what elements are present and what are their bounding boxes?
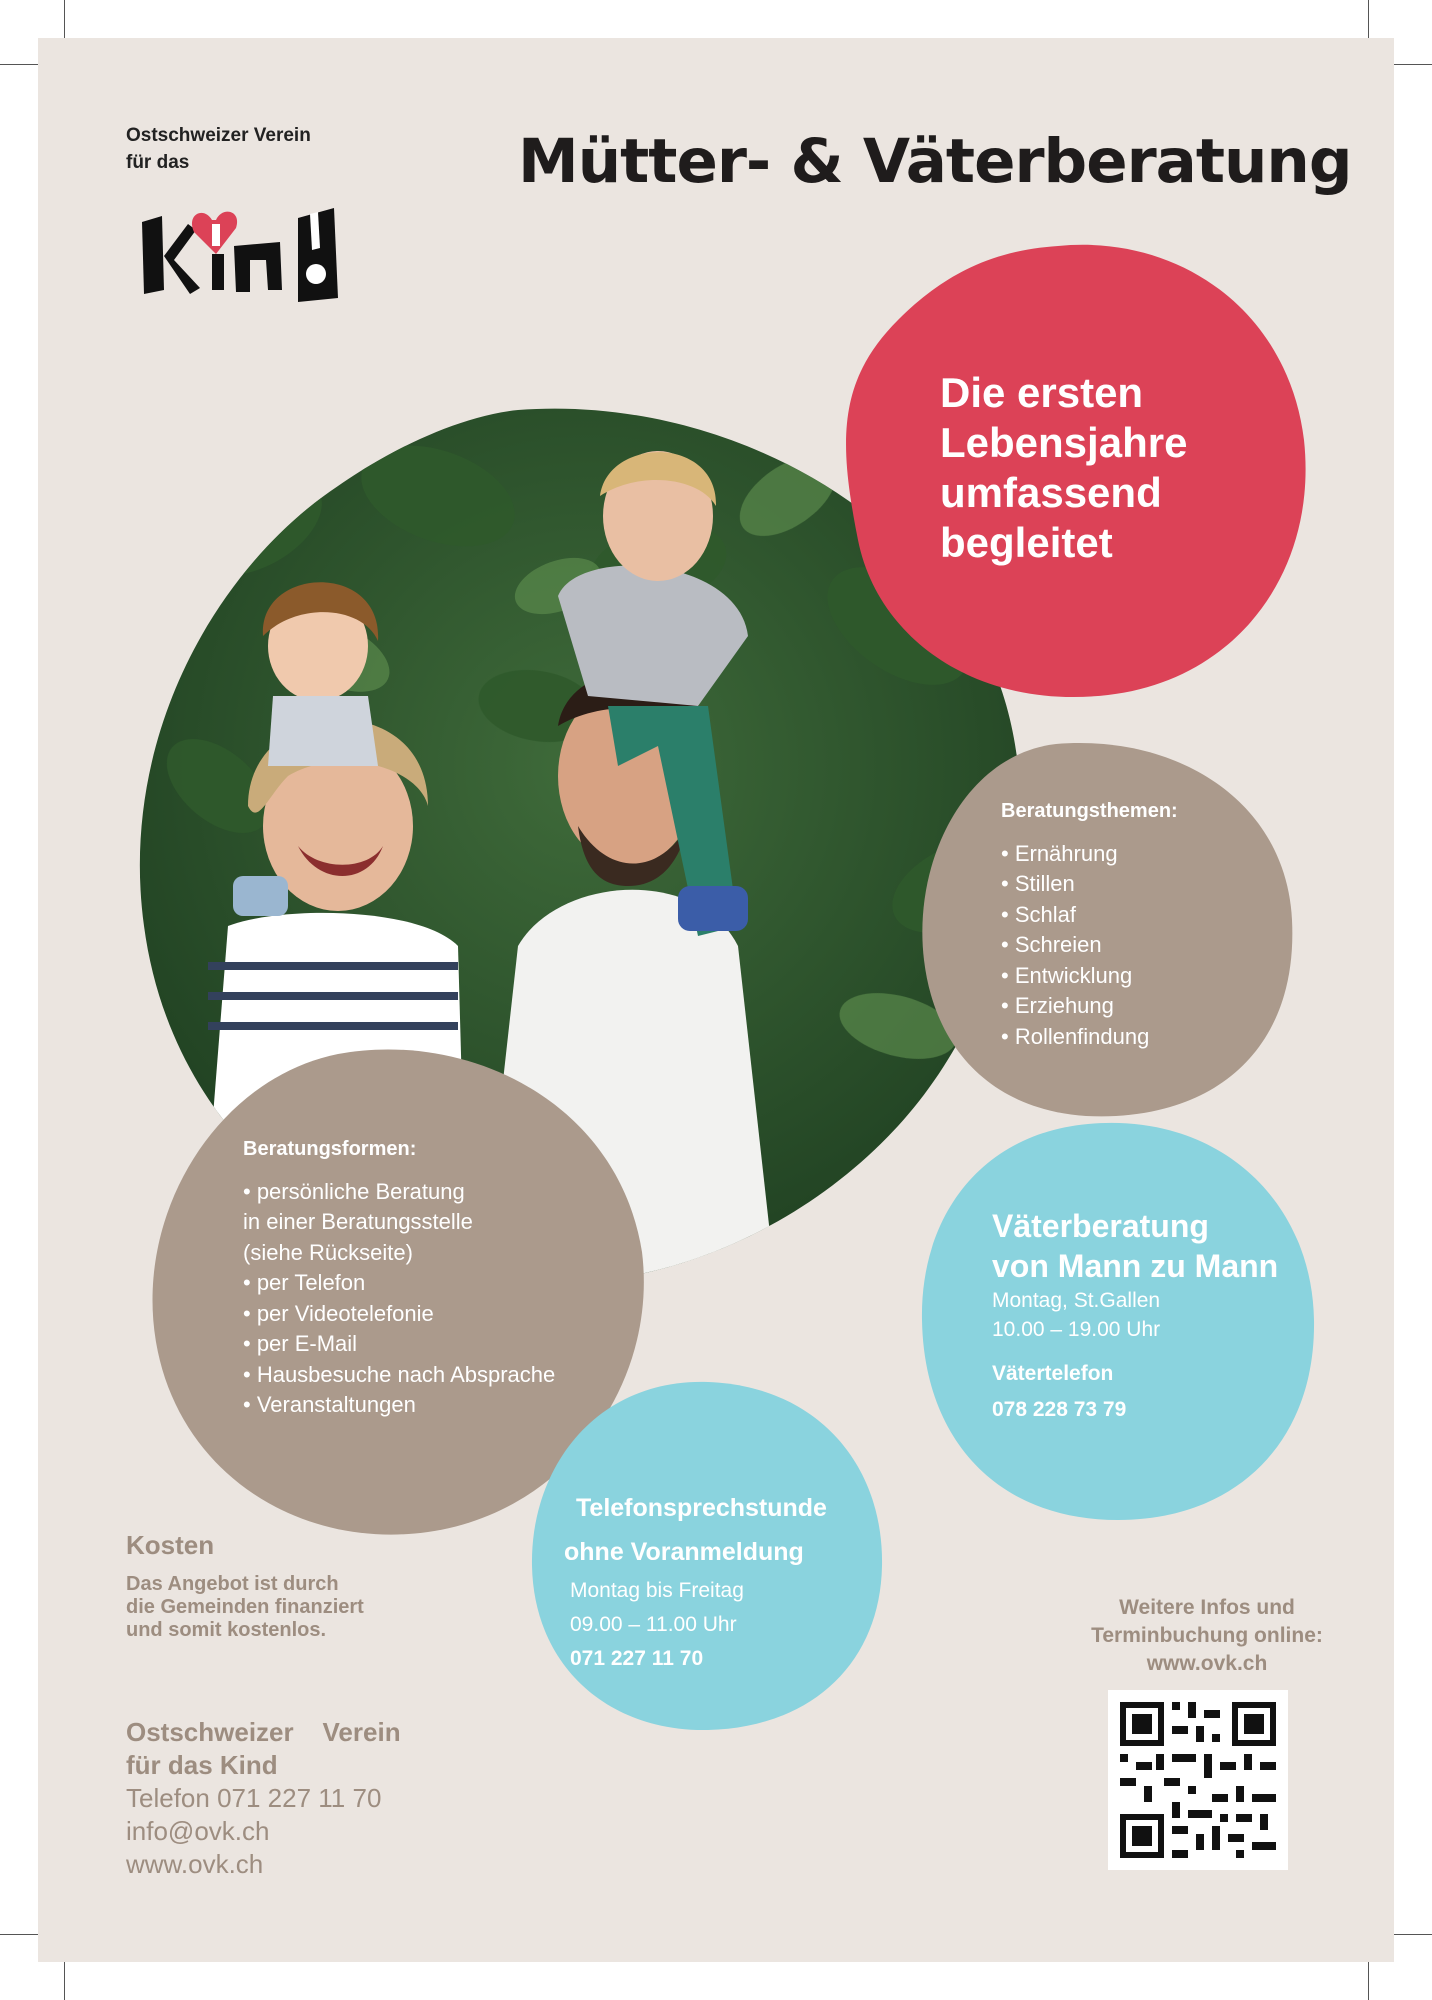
crop-mark xyxy=(64,1956,65,2000)
headline-text: Die ersten Lebensjahre umfassend begleitet xyxy=(940,369,1188,566)
page-title: Mütter- & Väterberatung xyxy=(518,126,1352,197)
info-website-link[interactable]: www.ovk.ch xyxy=(1146,1652,1268,1675)
costs-text: Das Angebot ist durch die Gemeinden finanziert und somit kostenlos. xyxy=(126,1573,364,1641)
qr-code-icon[interactable] xyxy=(1108,1690,1288,1870)
list-item: • Veranstaltungen xyxy=(243,1392,416,1417)
list-item: • per Telefon xyxy=(243,1270,366,1295)
contact-org-name: Ostschweizer Verein xyxy=(126,1717,401,1747)
contact-website[interactable]: www.ovk.ch xyxy=(126,1849,264,1879)
contact-phone[interactable]: Telefon 071 227 11 70 xyxy=(126,1783,382,1813)
phone-hours xyxy=(564,1486,900,1676)
list-item: • per Videotelefonie xyxy=(243,1300,434,1326)
list-item: • Erziehung xyxy=(1001,993,1114,1018)
topics-heading: Beratungsthemen: xyxy=(1001,800,1178,822)
fathers-phone[interactable]: 078 228 73 79 xyxy=(992,1398,1127,1421)
topics-section xyxy=(1001,796,1178,1052)
phone-hours-time: 09.00 – 11.00 Uhr xyxy=(570,1613,737,1636)
phone-hours-title: Telefonsprechstunde xyxy=(576,1494,827,1522)
phone-hours-days: Montag bis Freitag xyxy=(570,1579,744,1602)
list-item: • Stillen xyxy=(1001,871,1075,896)
list-item: (siehe Rückseite) xyxy=(243,1239,413,1265)
costs-heading: Kosten xyxy=(126,1530,215,1560)
list-item: • Hausbesuche nach Absprache xyxy=(243,1361,556,1387)
list-item: • Rollenfindung xyxy=(1001,1023,1150,1049)
contact-email[interactable]: info@ovk.ch xyxy=(126,1816,270,1846)
flyer-page xyxy=(38,38,1394,1962)
fathers-day: Montag, St.Gallen xyxy=(992,1289,1161,1312)
costs-section xyxy=(126,1530,364,1642)
list-item: • Ernährung xyxy=(1001,840,1118,866)
formats-heading: Beratungsformen: xyxy=(243,1138,417,1160)
list-item: • Entwicklung xyxy=(1001,962,1133,988)
list-item: • Schreien xyxy=(1001,932,1102,957)
fathers-phone-label: Vätertelefon xyxy=(992,1362,1114,1385)
list-item: • Schlaf xyxy=(1001,901,1076,927)
fathers-time: 10.00 – 19.00 Uhr xyxy=(992,1318,1161,1341)
contact-org-name-2: für das Kind xyxy=(126,1750,278,1780)
fathers-counseling xyxy=(992,1206,1312,1428)
fathers-subtitle: von Mann zu Mann xyxy=(992,1248,1279,1284)
phone-hours-number[interactable]: 071 227 11 70 xyxy=(570,1647,704,1670)
list-item: in einer Beratungsstelle xyxy=(243,1209,473,1234)
fathers-title: Väterberatung xyxy=(992,1208,1209,1244)
phone-hours-subtitle: ohne Voranmeldung xyxy=(564,1538,804,1566)
info-booking: Weitere Infos und Terminbuchung online: www.ovk.ch xyxy=(1072,1594,1342,1678)
list-item: • persönliche Beratung xyxy=(243,1178,465,1204)
org-name-header: Ostschweizer Verein für das xyxy=(126,125,311,173)
contact-block xyxy=(126,1716,401,1881)
kind-logo xyxy=(134,198,354,318)
list-item: • per E-Mail xyxy=(243,1331,358,1356)
crop-mark xyxy=(1368,1956,1369,2000)
